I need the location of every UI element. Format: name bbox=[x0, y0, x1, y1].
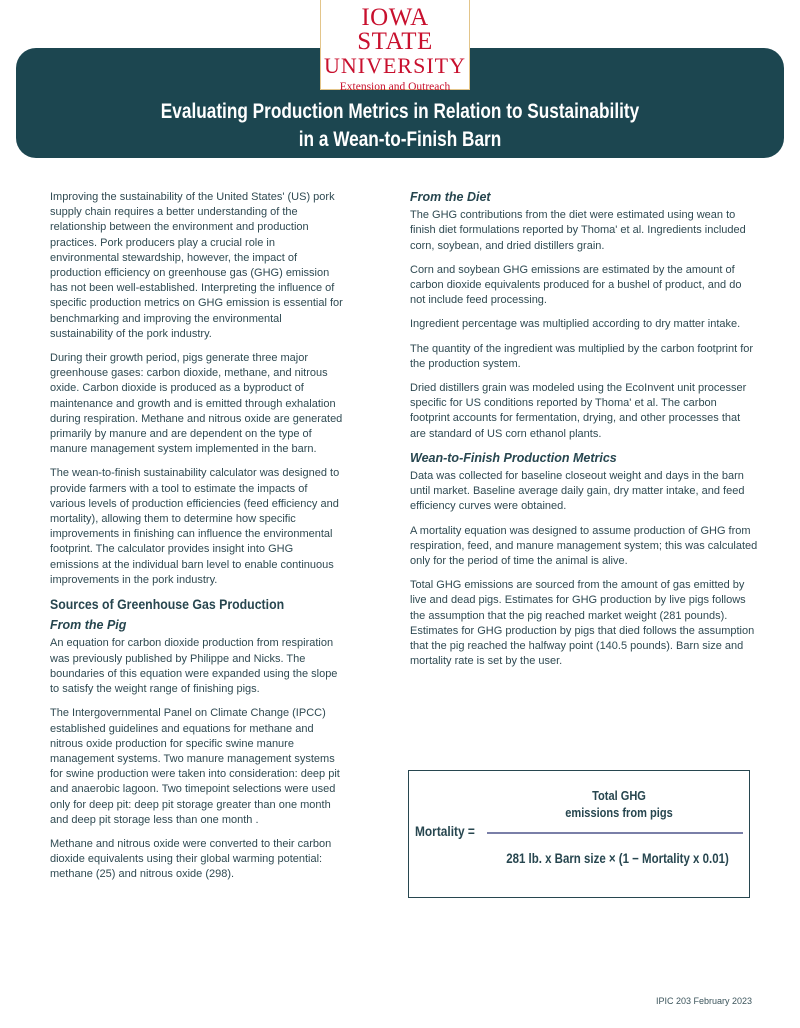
baseline-paragraph: Data was collected for baseline closeout weight and days in the barn until market. Baseline average daily gain, dry matter intake, and feed efficiency curves were obtained. bbox=[410, 470, 745, 513]
numerator-line-1: Total GHG bbox=[592, 788, 646, 803]
iowa-state-logo bbox=[320, 0, 470, 93]
from-pig-heading: From the Pig bbox=[50, 618, 127, 633]
ddg-paragraph: Dried distillers grain was modeled using the EcoInvent unit processer specific for US conditions reported by Thoma' et al. The carbon footprint accounts for fermentation, drying, and other processes that are standard of US corn ethanol plants. bbox=[410, 382, 747, 440]
metrics-heading: Wean-to-Finish Production Metrics bbox=[410, 450, 617, 465]
mortality-formula-box bbox=[408, 770, 750, 898]
quantity-paragraph: The quantity of the ingredient was multiplied by the carbon footprint for the production system. bbox=[410, 342, 754, 370]
corn-soy-paragraph: Corn and soybean GHG emissions are estimated by the amount of carbon dioxide equivalents produced for a bushel of product, and do not include feed processing. bbox=[410, 263, 742, 307]
growth-paragraph: During their growth period, pigs generate three major greenhouse gases: carbon dioxide, methane, and nitrous oxide. Carbon dioxide is produced as a byproduct of maintenance and growth and is emitted through exhalation during respiration. Methane and nitrous oxide are generated primarily by manure and are dependent on the type of manure management system implemented in the barn. bbox=[50, 352, 343, 456]
ingredient-paragraph: Ingredient percentage was multiplied according to dry matter intake. bbox=[410, 318, 741, 331]
from-diet-heading: From the Diet bbox=[410, 190, 491, 204]
logo-line-2: UNIVERSITY bbox=[324, 53, 466, 78]
fraction-bar bbox=[487, 832, 743, 834]
respiration-paragraph: An equation for carbon dioxide production from respiration was previously published by Philippe and Nicks. The boundaries of this equation were expanded using the slope to satisfy the weight range of finishing pigs. bbox=[50, 637, 338, 696]
page-title bbox=[105, 98, 695, 154]
formula-lhs: Mortality = bbox=[415, 823, 475, 839]
title-line-1: Evaluating Production Metrics in Relation to Sustainability bbox=[160, 100, 640, 123]
sources-heading: Sources of Greenhouse Gas Production bbox=[50, 596, 285, 613]
total-ghg-paragraph: Total GHG emissions are sourced from the amount of gas emitted by live and dead pigs. Estimates for GHG production by live pigs follows the assumption that the pig reached market weight (281 pounds). Estimates for GHG production by pigs that died follows the assumption that the pig reached the halfway point (140.5 pounds). Barn size and mortality rate is set by the user. bbox=[410, 579, 755, 668]
conversion-paragraph: Methane and nitrous oxide were converted to their carbon dioxide equivalents using their global warming potential: methane (25) and nitrous oxide (298). bbox=[50, 837, 332, 881]
ipcc-paragraph: The Intergovernmental Panel on Climate Change (IPCC) established guidelines and equations for methane and nitrous oxide production for specific swine manure management systems. Two manure management systems for swine production were taken into consideration: deep pit and anaerobic lagoon. Two timepoint selections were used only for deep pit: deep pit storage greater than one month and deep pit storage less than one month . bbox=[50, 707, 340, 826]
publication-code: IPIC 203 February 2023 bbox=[655, 996, 752, 1006]
logo-line-3: Extension and Outreach bbox=[339, 81, 451, 93]
title-line-2: in a Wean-to-Finish Barn bbox=[298, 128, 502, 151]
formula-numerator bbox=[526, 787, 713, 821]
intro-paragraph: Improving the sustainability of the United States' (US) pork supply chain requires a better understanding of the relationship between the environment and production practices. Pork producers play a crucial role in environmental stewardship, however, the impact of production efficiency on greenhouse gas (GHG) emission has not been well-established. Interpreting the influence of specific production metrics on GHG emission is essential for benchmarking and improving the environmental sustainability of the pork industry. bbox=[50, 191, 343, 340]
diet-paragraph: The GHG contributions from the diet were estimated using wean to finish diet formulations reported by Thoma' et al. Ingredients included corn, soybean, and dried distillers grain. bbox=[410, 209, 746, 252]
left-column bbox=[50, 190, 345, 892]
formula-denominator: 281 lb. x Barn size × (1 − Mortality x 0.01) bbox=[506, 851, 729, 866]
numerator-line-2: emissions from pigs bbox=[565, 805, 673, 820]
calculator-paragraph: The wean-to-finish sustainability calculator was designed to provide farmers with a tool to estimate the impacts of various levels of production efficiencies (feed efficiency and mortality), allowing them to determine how specific improvements in finishing can influence the environmental footprint. The calculator provides insight into GHG emissions at the individual barn level to enable continuous improvements in the pork industry. bbox=[50, 467, 340, 586]
right-column bbox=[410, 190, 758, 678]
logo-line-1: IOWA STATE bbox=[357, 4, 433, 55]
mortality-paragraph: A mortality equation was designed to assume production of GHG from respiration, feed, and manure management system; this was calculated only for the period of time the animal is alive. bbox=[410, 524, 758, 568]
